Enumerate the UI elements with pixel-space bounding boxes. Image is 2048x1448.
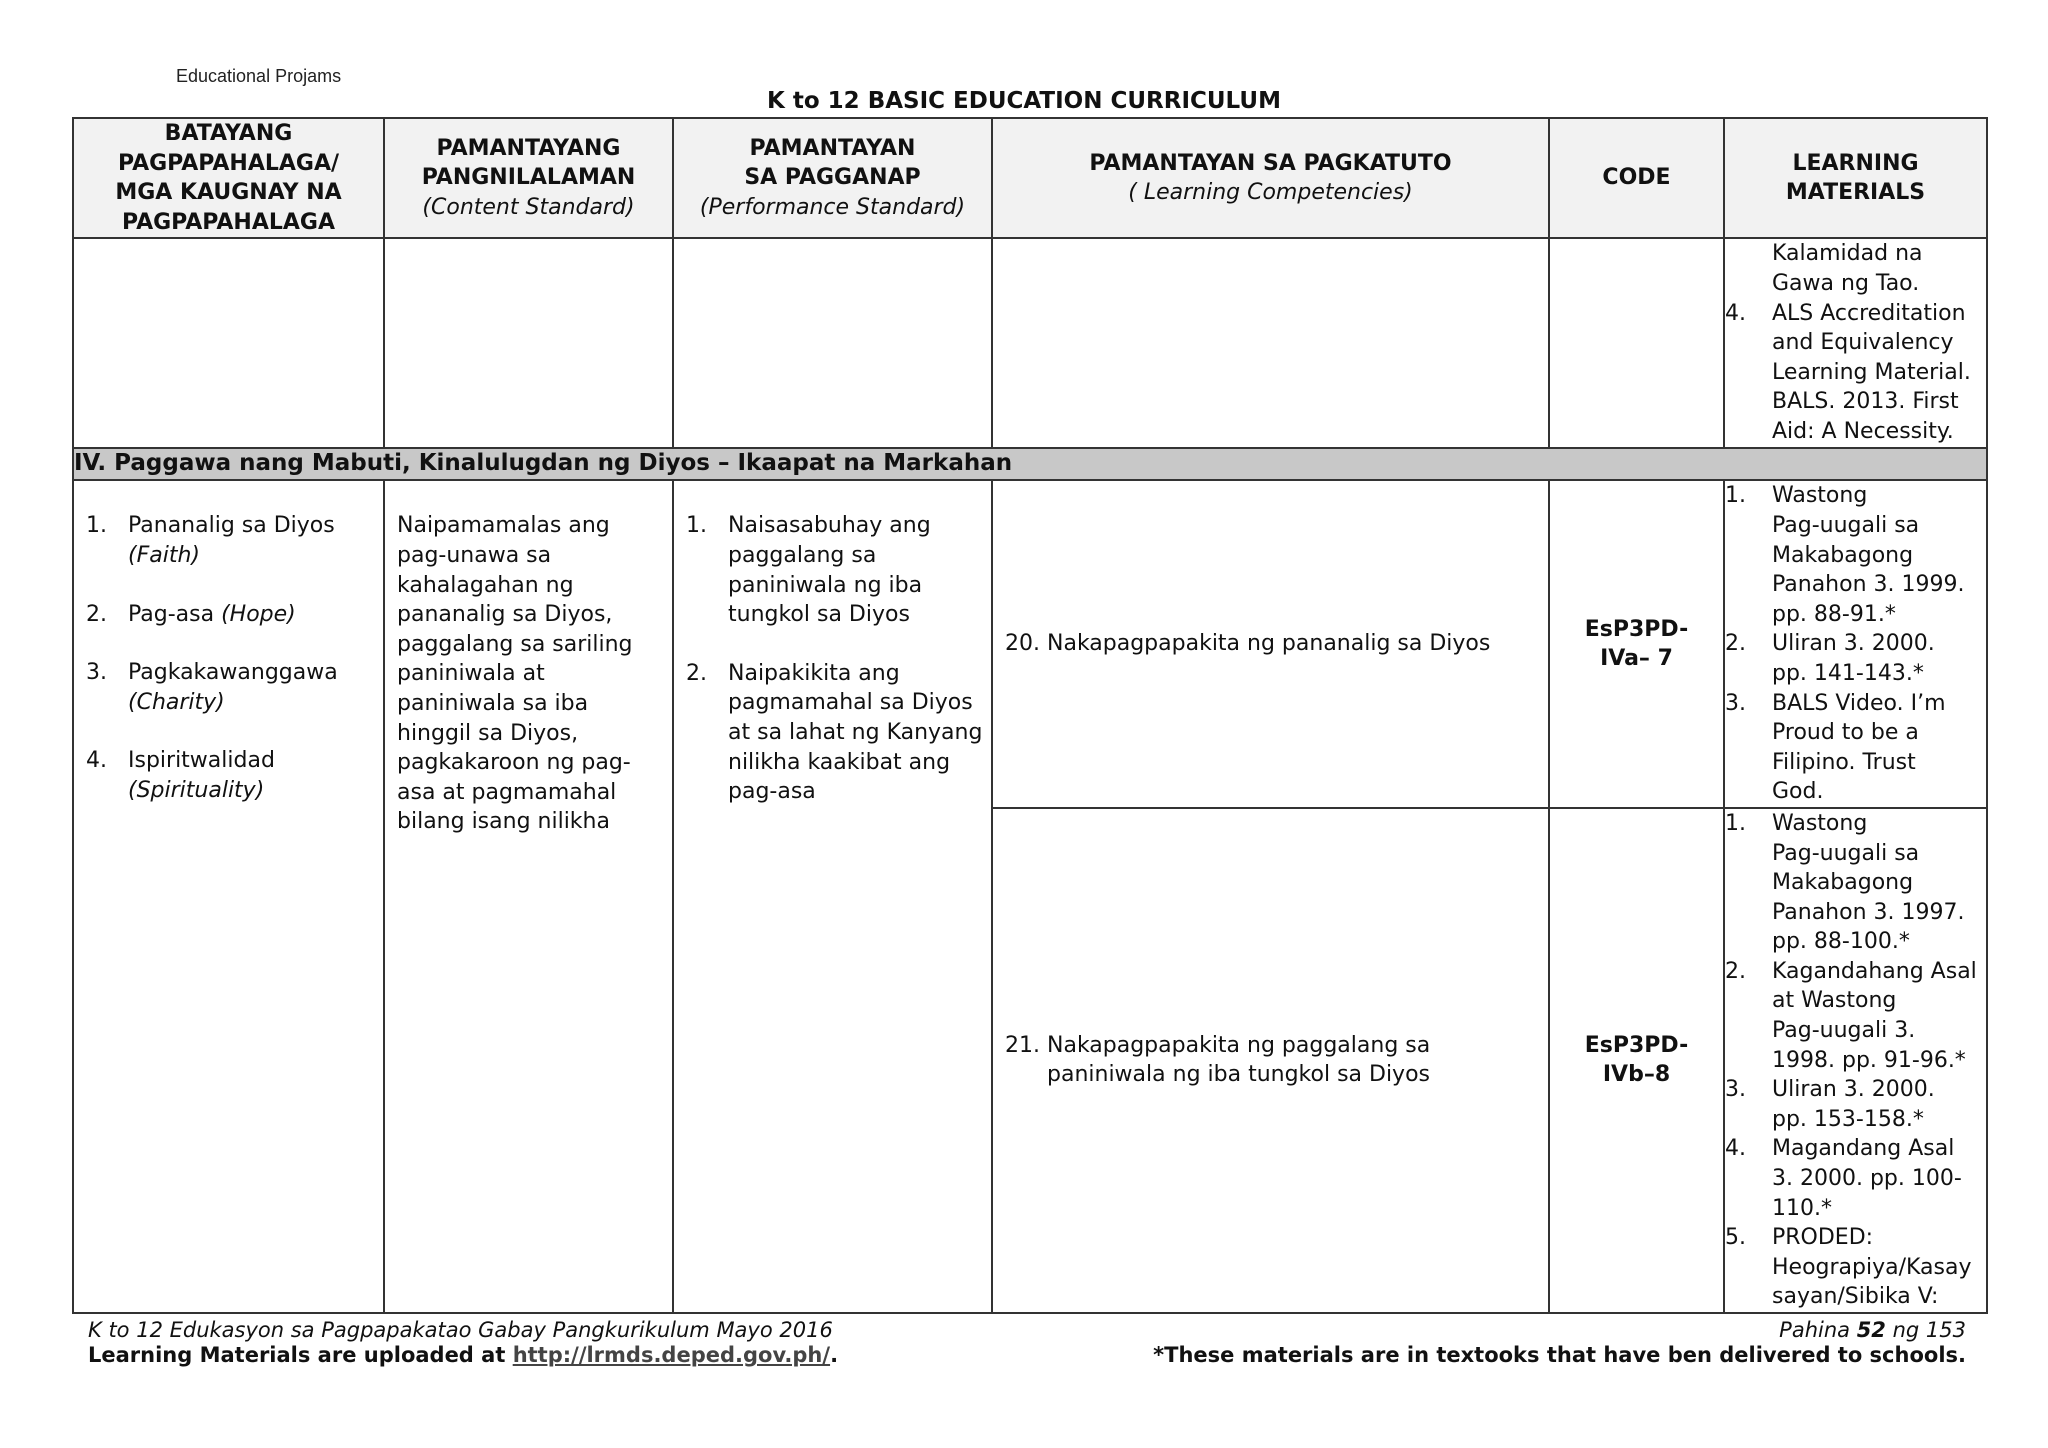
content-line: kahalagahan ng <box>397 572 574 598</box>
value-note: (Spirituality) <box>128 777 265 803</box>
list-item <box>1725 299 1986 447</box>
list-item <box>1725 1223 1986 1312</box>
table-row <box>73 480 1987 808</box>
value-label: Ispiritwalidad <box>128 748 275 774</box>
content-line: Naipamamalas ang <box>397 513 610 539</box>
header-line: MGA KAUGNAY NA <box>115 180 342 206</box>
footer-guide-title: K to 12 Edukasyon sa Pagpapakatao Gabay Pangkurikulum Mayo 2016 <box>88 1318 833 1342</box>
item-number: 4. <box>1725 300 1746 326</box>
document-title: K to 12 BASIC EDUCATION CURRICULUM <box>767 88 1281 114</box>
page-number <box>1779 1318 1966 1342</box>
header-line: PAMANTAYANG <box>436 135 621 161</box>
page-label: Pahina <box>1779 1318 1857 1342</box>
material-line: pp. 141-143.* <box>1772 660 1924 686</box>
list-item <box>1725 809 1986 957</box>
list-item <box>1005 629 1548 659</box>
code-cell <box>1549 808 1724 1313</box>
header-row <box>73 118 1987 238</box>
header-subtitle: (Content Standard) <box>422 194 635 220</box>
content-line: pag-unawa sa <box>397 542 552 568</box>
material-line: Makabagong <box>1772 542 1914 568</box>
competency-line: Nakapagpapakita ng paggalang sa <box>1047 1032 1431 1058</box>
material-line: God. <box>1772 779 1824 805</box>
material-line: Uliran 3. 2000. <box>1772 631 1935 657</box>
material-line: and Equivalency <box>1772 330 1954 356</box>
header-line: MATERIALS <box>1785 180 1926 206</box>
material-line: BALS Video. I’m <box>1772 690 1946 716</box>
material-line: Panahon 3. 1999. <box>1772 572 1965 598</box>
watermark-text: Educational Projams <box>176 66 342 86</box>
value-label: Pag-asa <box>128 601 215 627</box>
item-number: 2. <box>86 601 107 627</box>
competency-cell <box>992 808 1549 1313</box>
material-line: pp. 88-100.* <box>1772 929 1910 955</box>
item-number: 4. <box>1725 1136 1746 1162</box>
empty-cell <box>73 238 384 448</box>
material-line: Kagandahang Asal <box>1772 958 1977 984</box>
material-line: Heograpiya/Kasay <box>1772 1254 1972 1280</box>
performance-line: pagmamahal sa Diyos <box>728 690 973 716</box>
content-line: paniniwala sa iba <box>397 690 589 716</box>
item-number: 20. <box>1005 631 1040 657</box>
header-subtitle: (Performance Standard) <box>699 194 966 220</box>
empty-cell <box>673 238 992 448</box>
list-item <box>1005 1031 1548 1090</box>
performance-line: tungkol sa Diyos <box>728 602 910 628</box>
item-number: 3. <box>1725 1077 1746 1103</box>
material-line: Proud to be a <box>1772 720 1919 746</box>
material-line: pp. 88-91.* <box>1772 601 1896 627</box>
list-item <box>1725 689 1986 807</box>
item-number: 1. <box>86 513 107 539</box>
header-line: PANGNILALAMAN <box>421 165 636 191</box>
item-number: 4. <box>86 748 107 774</box>
value-note: (Hope) <box>221 601 296 627</box>
list-item <box>1725 481 1986 629</box>
section-title: IV. Paggawa nang Mabuti, Kinalulugdan ng Diyos – Ikaapat na Markahan <box>73 448 1987 480</box>
header-code <box>1549 118 1724 238</box>
performance-line: nilikha kaakibat ang <box>728 749 951 775</box>
item-number: 1. <box>686 513 707 539</box>
carryover-materials-cell <box>1724 238 1987 448</box>
performance-line: Naipakikita ang <box>728 660 900 686</box>
header-line: SA PAGGANAP <box>744 165 921 191</box>
empty-cell <box>384 238 673 448</box>
material-line: Wastong <box>1772 810 1868 836</box>
footer-textbook-note: *These materials are in textooks that have ben delivered to schools. <box>1153 1343 1966 1367</box>
header-content-standard <box>384 118 673 238</box>
material-line: Makabagong <box>1772 870 1914 896</box>
material-line: Learning Material. <box>1772 359 1971 385</box>
item-number: 2. <box>1725 631 1746 657</box>
content-line: pagkakaroon ng pag- <box>397 750 631 776</box>
content-line: bilang isang nilikha <box>397 809 610 835</box>
footer-upload-text: Learning Materials are uploaded at <box>88 1343 513 1367</box>
performance-line: Naisasabuhay ang <box>728 513 931 539</box>
performance-line: paggalang sa <box>728 542 877 568</box>
code-line: EsP3PD- <box>1584 616 1689 642</box>
curriculum-table <box>72 117 1988 1314</box>
header-performance-standard <box>673 118 992 238</box>
item-number: 2. <box>686 660 707 686</box>
performance-line: pag-asa <box>728 779 816 805</box>
empty-cell <box>1549 238 1724 448</box>
content-line: asa at pagmamahal <box>397 779 617 805</box>
page-current: 52 <box>1856 1318 1886 1342</box>
header-line: PAMANTAYAN SA PAGKATUTO <box>1089 150 1452 176</box>
content-line: hinggil sa Diyos, <box>397 720 579 746</box>
item-number: 3. <box>86 660 107 686</box>
material-line: pp. 153-158.* <box>1772 1106 1924 1132</box>
competency-line: Nakapagpapakita ng pananalig sa Diyos <box>1047 631 1491 657</box>
item-number: 5. <box>1725 1225 1746 1251</box>
material-line: 3. 2000. pp. 100- <box>1772 1166 1962 1192</box>
material-line: Uliran 3. 2000. <box>1772 1077 1935 1103</box>
footer-upload-period: . <box>830 1343 839 1367</box>
code-line: IVa– 7 <box>1600 646 1673 672</box>
materials-cell <box>1724 808 1987 1313</box>
list-item <box>86 511 377 570</box>
lrmds-link[interactable]: http://lrmds.deped.gov.ph/ <box>512 1343 831 1367</box>
list-item <box>1725 957 1986 1075</box>
competency-cell <box>992 480 1549 808</box>
header-line: PAGPAPAHALAGA <box>121 209 336 235</box>
item-number: 2. <box>1725 958 1746 984</box>
material-line: Wastong <box>1772 483 1868 509</box>
performance-standard-cell <box>673 480 992 1313</box>
material-line: Aid: A Necessity. <box>1772 418 1954 444</box>
header-learning-competencies <box>992 118 1549 238</box>
material-line: Filipino. Trust <box>1772 749 1916 775</box>
core-values-cell <box>73 480 384 1313</box>
item-number: 1. <box>1725 483 1746 509</box>
value-note: (Charity) <box>128 689 225 715</box>
material-line: Pag-uugali sa <box>1772 840 1920 866</box>
material-line: 1998. pp. 91-96.* <box>1772 1047 1966 1073</box>
header-core-values <box>73 118 384 238</box>
header-learning-materials <box>1724 118 1987 238</box>
material-line: Gawa ng Tao. <box>1772 270 1920 296</box>
code-line: IVb–8 <box>1602 1062 1671 1088</box>
section-row <box>73 448 1987 480</box>
content-line: paniniwala at <box>397 661 545 687</box>
item-number: 3. <box>1725 690 1746 716</box>
header-line: LEARNING <box>1792 150 1919 176</box>
header-line: CODE <box>1602 165 1671 191</box>
value-label: Pagkakawanggawa <box>128 660 338 686</box>
header-subtitle: ( Learning Competencies) <box>1128 180 1413 206</box>
list-item <box>1725 1134 1986 1223</box>
list-item <box>86 746 377 805</box>
footer-upload-note <box>88 1343 838 1367</box>
value-note: (Faith) <box>128 542 200 568</box>
list-item <box>86 658 377 717</box>
performance-line: at sa lahat ng Kanyang <box>728 719 983 745</box>
list-item <box>1725 1075 1986 1134</box>
list-item <box>86 600 377 630</box>
list-item <box>686 659 985 807</box>
header-line: PAMANTAYAN <box>749 135 916 161</box>
materials-cell <box>1724 480 1987 808</box>
content-line: pananalig sa Diyos, <box>397 602 613 628</box>
material-line: sayan/Sibika V: <box>1772 1284 1939 1310</box>
code-cell <box>1549 480 1724 808</box>
material-line: Kalamidad na <box>1772 241 1923 267</box>
header-line: PAGPAPAHALAGA/ <box>117 150 340 176</box>
material-line: ALS Accreditation <box>1772 300 1966 326</box>
performance-line: paniniwala ng iba <box>728 572 923 598</box>
content-standard-cell <box>384 480 673 1313</box>
material-line: 110.* <box>1772 1195 1832 1221</box>
value-label: Pananalig sa Diyos <box>128 513 335 539</box>
material-line: Panahon 3. 1997. <box>1772 899 1965 925</box>
code-line: EsP3PD- <box>1584 1032 1689 1058</box>
material-line: Pag-uugali sa <box>1772 512 1920 538</box>
item-number: 1. <box>1725 810 1746 836</box>
list-item <box>1725 629 1986 688</box>
list-item <box>1725 239 1986 298</box>
empty-cell <box>992 238 1549 448</box>
material-line: PRODED: <box>1772 1225 1874 1251</box>
material-line: at Wastong <box>1772 988 1897 1014</box>
carryover-row <box>73 238 1987 448</box>
competency-line: paniniwala ng iba tungkol sa Diyos <box>1047 1062 1431 1088</box>
content-line: paggalang sa sariling <box>397 631 633 657</box>
material-line: Magandang Asal <box>1772 1136 1955 1162</box>
header-line: BATAYANG <box>164 121 293 146</box>
list-item <box>686 511 985 629</box>
material-line: Pag-uugali 3. <box>1772 1018 1916 1044</box>
page-total: ng 153 <box>1885 1318 1966 1342</box>
item-number: 21. <box>1005 1032 1040 1058</box>
material-line: BALS. 2013. First <box>1772 389 1959 415</box>
